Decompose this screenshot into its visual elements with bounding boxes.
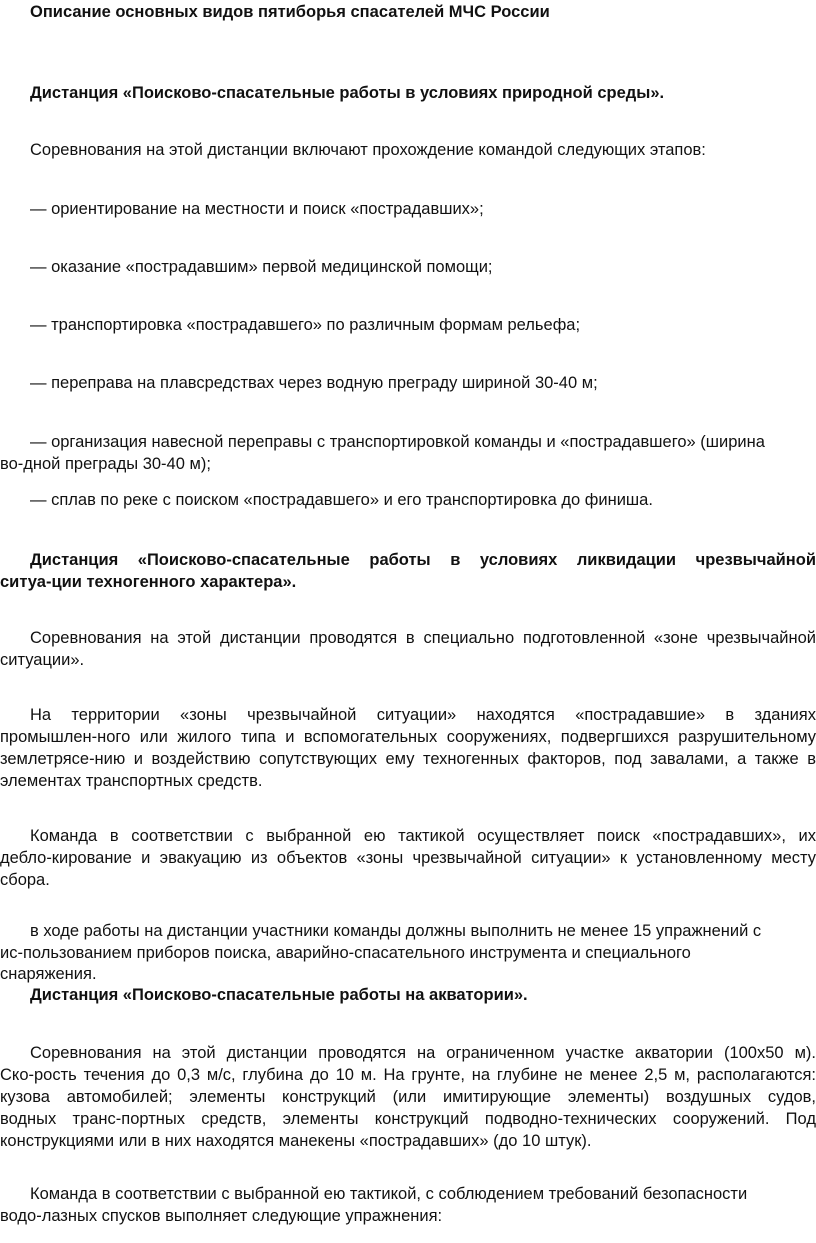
list-item: — организация навесной переправы с транспортировкой команды и «пострадавшего» (ширина [30, 433, 765, 451]
paragraph: На территории «зоны чрезвычайной ситуации» находятся «пострадавшие» в зданиях [30, 706, 816, 724]
list-item: — оказание «пострадавшим» первой медицинской помощи; [30, 258, 493, 276]
paragraph-line: сбора. [0, 871, 50, 889]
paragraph-line: промышлен-ного или жилого типа и вспомогательных сооружениях, подвергшихся разрушительному [0, 728, 816, 746]
paragraph-line: конструкциями или в них находятся манекены «пострадавших» (до 10 штук). [0, 1132, 592, 1150]
paragraph: Команда в соответствии с выбранной ею тактикой осуществляет поиск «пострадавших», их [30, 827, 816, 845]
section-1-heading: Дистанция «Поисково-спасательные работы в условиях природной среды». [30, 84, 665, 102]
section-2-heading: Дистанция «Поисково-спасательные работы в условиях ликвидации чрезвычайной [30, 551, 816, 569]
list-item: — сплав по реке с поиском «пострадавшего» и его транспортировка до финиша. [30, 491, 653, 509]
list-item: — транспортировка «пострадавшего» по различным формам рельефа; [30, 316, 581, 334]
paragraph-line: землетрясе-нию и воздействию сопутствующих ему техногенных факторов, под завалами, а также в [0, 750, 816, 768]
paragraph-line: ситуации». [0, 651, 85, 669]
paragraph-line: ис-пользованием приборов поиска, аварийно-спасательного инструмента и специального [0, 944, 691, 962]
paragraph: в ходе работы на дистанции участники команды должны выполнить не менее 15 упражнений с [30, 922, 762, 940]
section-2-heading-cont: ситуа-ции техногенного характера». [0, 573, 297, 591]
paragraph: Соревнования на этой дистанции проводятся в специально подготовленной «зоне чрезвычайной [30, 629, 816, 647]
paragraph-line: снаряжения. [0, 965, 97, 983]
list-item: — ориентирование на местности и поиск «пострадавших»; [30, 200, 484, 218]
section-1-intro: Соревнования на этой дистанции включают прохождение командой следующих этапов: [30, 141, 706, 159]
page-title: Описание основных видов пятиборья спасателей МЧС России [30, 3, 550, 21]
paragraph-line: дебло-кирование и эвакуацию из объектов «зоны чрезвычайной ситуации» к установленному месту [0, 849, 816, 867]
paragraph-line: водных транс-портных средств, элементы конструкций подводно-технических сооружений. Под [0, 1110, 816, 1128]
paragraph-line: Ско-рость течения до 0,3 м/с, глубина до 10 м. На грунте, на глубине не менее 2,5 м, располагаются: [0, 1066, 816, 1084]
paragraph: Соревнования на этой дистанции проводятся на ограниченном участке акватории (100х50 м). [30, 1044, 816, 1062]
list-item: — переправа на плавсредствах через водную преграду шириной 30-40 м; [30, 374, 598, 392]
paragraph-line: кузова автомобилей; элементы конструкций (или имитирующие элементы) воздушных судов, [0, 1088, 816, 1106]
list-item-continuation: во-дной преграды 30-40 м); [0, 455, 211, 473]
paragraph-line: элементах транспортных средств. [0, 772, 263, 790]
paragraph: Команда в соответствии с выбранной ею тактикой, с соблюдением требований безопасности [30, 1185, 748, 1203]
paragraph-line: водо-лазных спусков выполняет следующие упражнения: [0, 1207, 443, 1225]
section-3-heading: Дистанция «Поисково-спасательные работы на акватории». [30, 986, 528, 1004]
